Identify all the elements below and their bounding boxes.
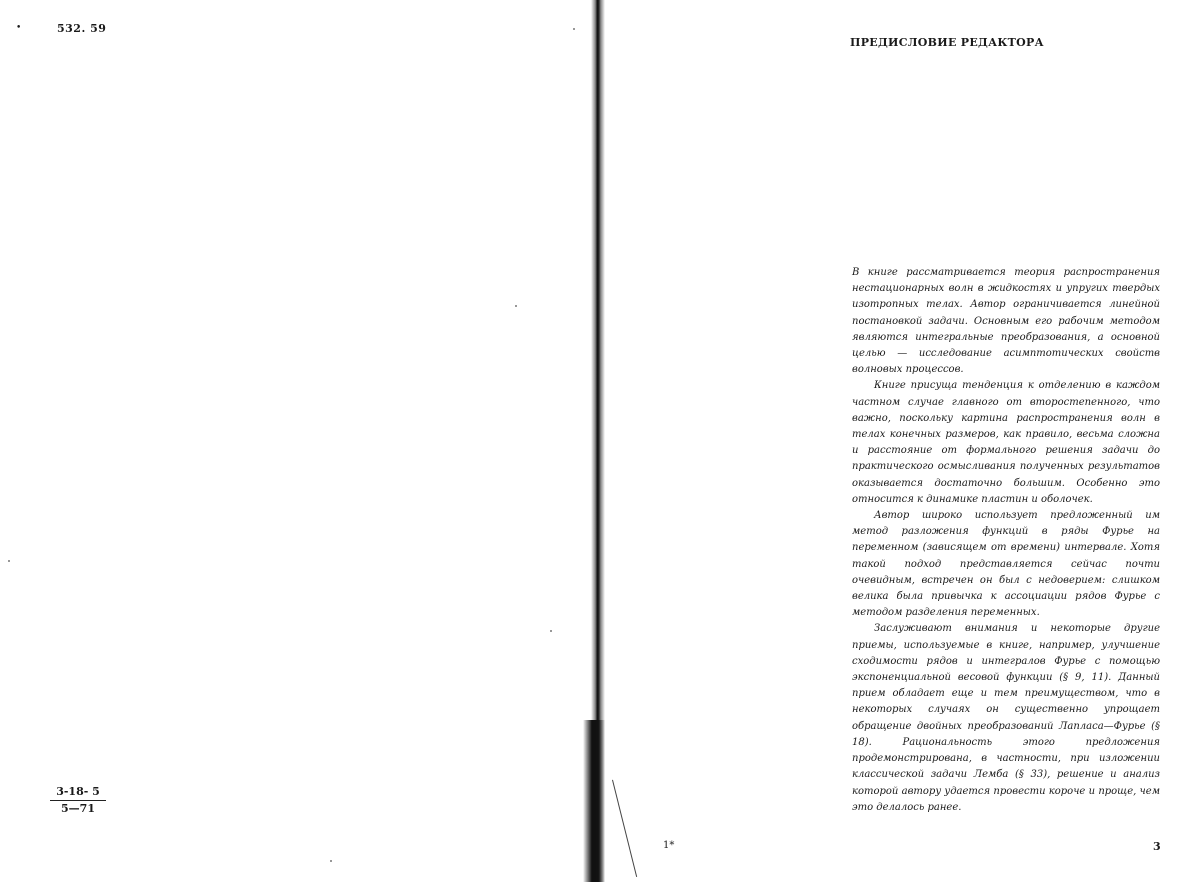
paragraph: Заслуживают внимания и некоторые другие приемы, используемые в книге, например, улучшение сходимости рядов и интегралов Фурье с помощью экспоненциальной весовой функции (§ 9, 11). Данный прием обладает еще и тем преимуществом, что в некоторых случаях он существенно упрощает обращение двойных преобразований Лапласа—Фурье (§ 18). Рациональность этого предложения продемонстрирована, в частности, при изложении классической задачи Лемба (§ 33), решение и анализ которой автору удается провести короче и проще, чем это делалось ранее. xyxy=(852,623,1160,813)
scan-speck xyxy=(550,630,552,632)
book-gutter-shadow xyxy=(583,720,605,882)
udc-code: 532. 59 xyxy=(57,22,107,35)
scan-speck xyxy=(330,860,332,862)
preface-body xyxy=(852,265,1160,816)
scan-speck xyxy=(8,560,10,562)
publication-code-numerator: 3-18- 5 xyxy=(50,784,106,801)
paragraph: Автор широко использует предложенный им метод разложения функций в ряды Фурье на переменном (зависящем от времени) интервале. Хотя такой подход представляется сейчас почти очевидным, встречен он был с недоверием: слишком велика была привычка к ассоциации рядов Фурье с методом разделения переменных. xyxy=(852,510,1160,619)
paragraph: Книге присуща тенденция к отделению в каждом частном случае главного от второстепенного, что важно, поскольку картина распространения волн в телах конечных размеров, как правило, весьма сложна и расстояние от формального решения задачи до практического осмысливания полученных результатов оказывается достаточно большим. Особенно это относится к динамике пластин и оболочек. xyxy=(852,380,1160,505)
publication-code-denominator: 5—71 xyxy=(61,802,95,815)
page-title: ПРЕДИСЛОВИЕ РЕДАКТОРА xyxy=(850,36,1044,49)
corner-mark: • xyxy=(16,23,22,33)
paragraph: В книге рассматривается теория распространения нестационарных волн в жидкостях и упругих твердых изотропных телах. Автор ограничивается линейной постановкой задачи. Основным его рабочим методом являются интегральные преобразования, а основной целью — исследование асимптотических свойств волновых процессов. xyxy=(852,267,1160,376)
left-page xyxy=(0,0,598,882)
signature-mark: 1* xyxy=(663,840,675,851)
scan-speck xyxy=(515,305,517,307)
scan-speck xyxy=(573,28,575,30)
page-number: 3 xyxy=(1153,840,1161,853)
publication-code xyxy=(50,784,106,816)
